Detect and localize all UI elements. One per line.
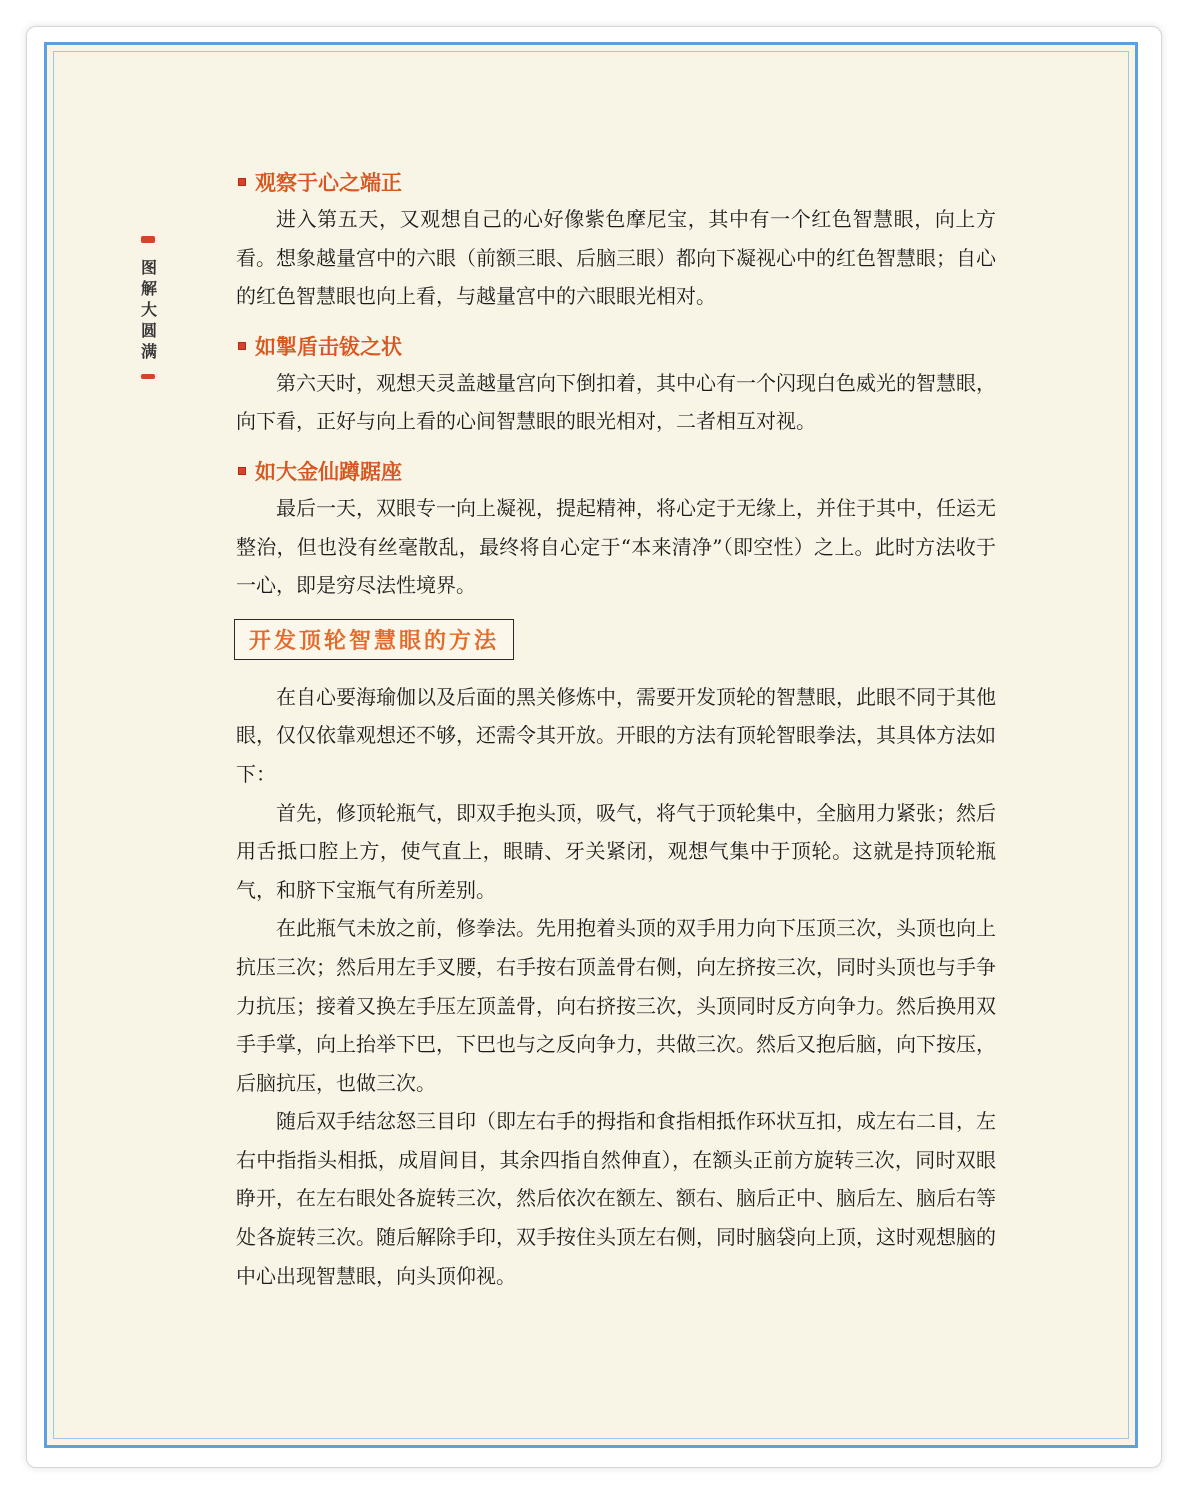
side-marker-top [141,236,155,243]
section-heading [238,453,996,489]
section-heading-text: 如掣盾击钹之状 [255,334,402,359]
paragraph: 在此瓶气未放之前，修拳法。先用抱着头顶的双手用力向下压顶三次，头顶也向上抗压三次；然后用左手叉腰，右手按右顶盖骨右侧，向左挤按三次，同时头顶也与手争力抗压；接着又换左手压左顶盖骨，向右挤按三次，头顶同时反方向争力。然后换用双手手掌，向上抬举下巴，下巴也与之反向争力，共做三次。然后又抱后脑，向下按压，后脑抗压，也做三次。 [236,916,996,1095]
square-bullet-icon [238,178,246,186]
method-title-box [234,619,514,660]
square-bullet-icon [238,342,246,350]
page-content [236,164,996,1295]
section-heading-text: 如大金仙蹲踞座 [255,459,402,484]
paragraph: 进入第五天，又观想自己的心好像紫色摩尼宝，其中有一个红色智慧眼，向上方看。想象越量宫中的六眼（前额三眼、后脑三眼）都向下凝视心中的红色智慧眼；自心的红色智慧眼也向上看，与越量宫中的六眼眼光相对。 [236,207,996,309]
square-bullet-icon [238,467,246,475]
paragraph: 首先，修顶轮瓶气，即双手抱头顶，吸气，将气于顶轮集中，全脑用力紧张；然后用舌抵口腔上方，使气直上，眼睛、牙关紧闭，观想气集中于顶轮。这就是持顶轮瓶气，和脐下宝瓶气有所差别。 [236,800,996,902]
paragraph: 在自心要海瑜伽以及后面的黑关修炼中，需要开发顶轮的智慧眼，此眼不同于其他眼，仅仅依靠观想还不够，还需令其开放。开眼的方法有顶轮智眼拳法，其具体方法如下： [236,684,996,786]
paragraph: 最后一天，双眼专一向上凝视，提起精神，将心定于无缘上，并住于其中，任运无整治，但也没有丝毫散乱，最终将自心定于“本来清净”（即空性）之上。此时方法收于一心，即是穷尽法性境界。 [236,495,996,598]
book-title-vertical: 图解大圆满 [138,259,158,364]
paragraph: 随后双手结忿怒三目印（即左右手的拇指和食指相抵作环状互扣，成左右二目，左右中指指头相抵，成眉间目，其余四指自然伸直），在额头正前方旋转三次，同时双眼睁开，在左右眼处各旋转三次，然后依次在额左、额右、脑后正中、脑后左、脑后右等处各旋转三次。随后解除手印，双手按住头顶左右侧，同时脑袋向上顶，这时观想脑的中心出现智慧眼，向头顶仰视。 [236,1109,996,1288]
method-title: 开发顶轮智慧眼的方法 [249,627,500,654]
side-label [138,236,158,379]
side-marker-bottom [141,374,155,379]
section-heading [238,328,996,364]
section-heading [238,164,996,200]
paragraph: 第六天时，观想天灵盖越量宫向下倒扣着，其中心有一个闪现白色威光的智慧眼，向下看，正好与向上看的心间智慧眼的眼光相对，二者相互对视。 [236,370,996,434]
section-heading-text: 观察于心之端正 [255,171,402,195]
